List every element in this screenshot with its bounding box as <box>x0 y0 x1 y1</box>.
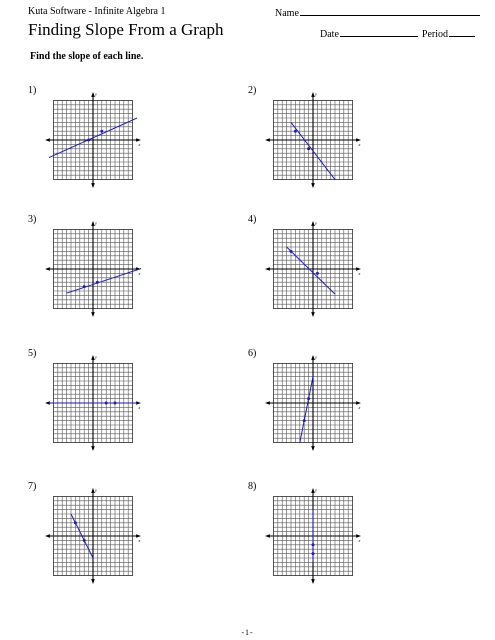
x-axis-label: x <box>358 538 361 543</box>
coordinate-graph <box>45 488 141 584</box>
y-axis-label: y <box>315 221 317 226</box>
plotted-point <box>83 539 86 542</box>
problem-number: 8) <box>248 481 257 492</box>
plotted-point <box>100 130 103 133</box>
software-credit: Kuta Software - Infinite Algebra 1 <box>28 6 166 17</box>
y-axis-label: y <box>95 92 97 97</box>
plotted-point <box>96 281 99 284</box>
y-axis-arrow-down <box>91 312 95 317</box>
problem-number: 7) <box>28 481 37 492</box>
coordinate-graph <box>265 92 361 188</box>
problem-number: 2) <box>248 85 257 96</box>
name-blank-line <box>300 6 480 16</box>
name-label: Name <box>275 8 299 19</box>
x-axis-label: x <box>358 405 361 410</box>
y-axis-label: y <box>315 92 317 97</box>
problem-number: 4) <box>248 214 257 225</box>
coordinate-graph <box>45 221 141 317</box>
coordinate-graph <box>265 355 361 451</box>
problem-number: 3) <box>28 214 37 225</box>
instructions: Find the slope of each line. <box>30 51 144 62</box>
date-label: Date <box>320 29 339 40</box>
x-axis-arrow-left <box>45 267 50 271</box>
y-axis-arrow-down <box>311 446 315 451</box>
x-axis-arrow-left <box>265 401 270 405</box>
x-axis-label: x <box>358 271 361 276</box>
coordinate-graph <box>265 488 361 584</box>
plotted-point <box>105 402 108 405</box>
y-axis-label: y <box>95 488 97 493</box>
plotted-point <box>74 521 77 524</box>
page-number: -1- <box>241 628 254 637</box>
name-field <box>275 6 480 19</box>
coordinate-graph <box>45 355 141 451</box>
x-axis-arrow-left <box>265 534 270 538</box>
problem-number: 6) <box>248 348 257 359</box>
y-axis-arrow-down <box>91 579 95 584</box>
y-axis-arrow-down <box>91 183 95 188</box>
y-axis-arrow-down <box>311 312 315 317</box>
plotted-point <box>294 130 297 133</box>
x-axis-arrow-left <box>265 267 270 271</box>
plotted-point <box>307 147 310 150</box>
x-axis-label: x <box>358 142 361 147</box>
plotted-point <box>312 543 315 546</box>
graph-line <box>287 247 335 294</box>
plotted-point <box>114 402 117 405</box>
period-blank-line <box>449 27 475 37</box>
plotted-point <box>290 250 293 253</box>
graph-line <box>67 265 141 293</box>
x-axis-label: x <box>138 142 141 147</box>
y-axis-arrow-down <box>311 183 315 188</box>
x-axis-arrow-left <box>45 138 50 142</box>
y-axis-arrow-down <box>311 579 315 584</box>
problem-number: 5) <box>28 348 37 359</box>
x-axis-label: x <box>138 538 141 543</box>
problem-number: 1) <box>28 85 37 96</box>
plotted-point <box>303 419 306 422</box>
y-axis-label: y <box>315 488 317 493</box>
y-axis-label: y <box>95 221 97 226</box>
period-label: Period <box>421 29 448 40</box>
graph-line <box>300 377 313 443</box>
worksheet-title: Finding Slope From a Graph <box>28 20 224 39</box>
x-axis-arrow-left <box>265 138 270 142</box>
plotted-point <box>87 139 90 142</box>
x-axis-arrow-left <box>45 534 50 538</box>
date-blank-line <box>340 27 418 37</box>
x-axis-label: x <box>138 271 141 276</box>
date-period-fields <box>320 27 475 40</box>
x-axis-label: x <box>138 405 141 410</box>
y-axis-label: y <box>315 355 317 360</box>
coordinate-graph <box>265 221 361 317</box>
plotted-point <box>316 272 319 275</box>
plotted-point <box>83 285 86 288</box>
plotted-point <box>307 397 310 400</box>
plotted-point <box>312 552 315 555</box>
y-axis-label: y <box>95 355 97 360</box>
coordinate-graph <box>45 92 141 188</box>
y-axis-arrow-down <box>91 446 95 451</box>
